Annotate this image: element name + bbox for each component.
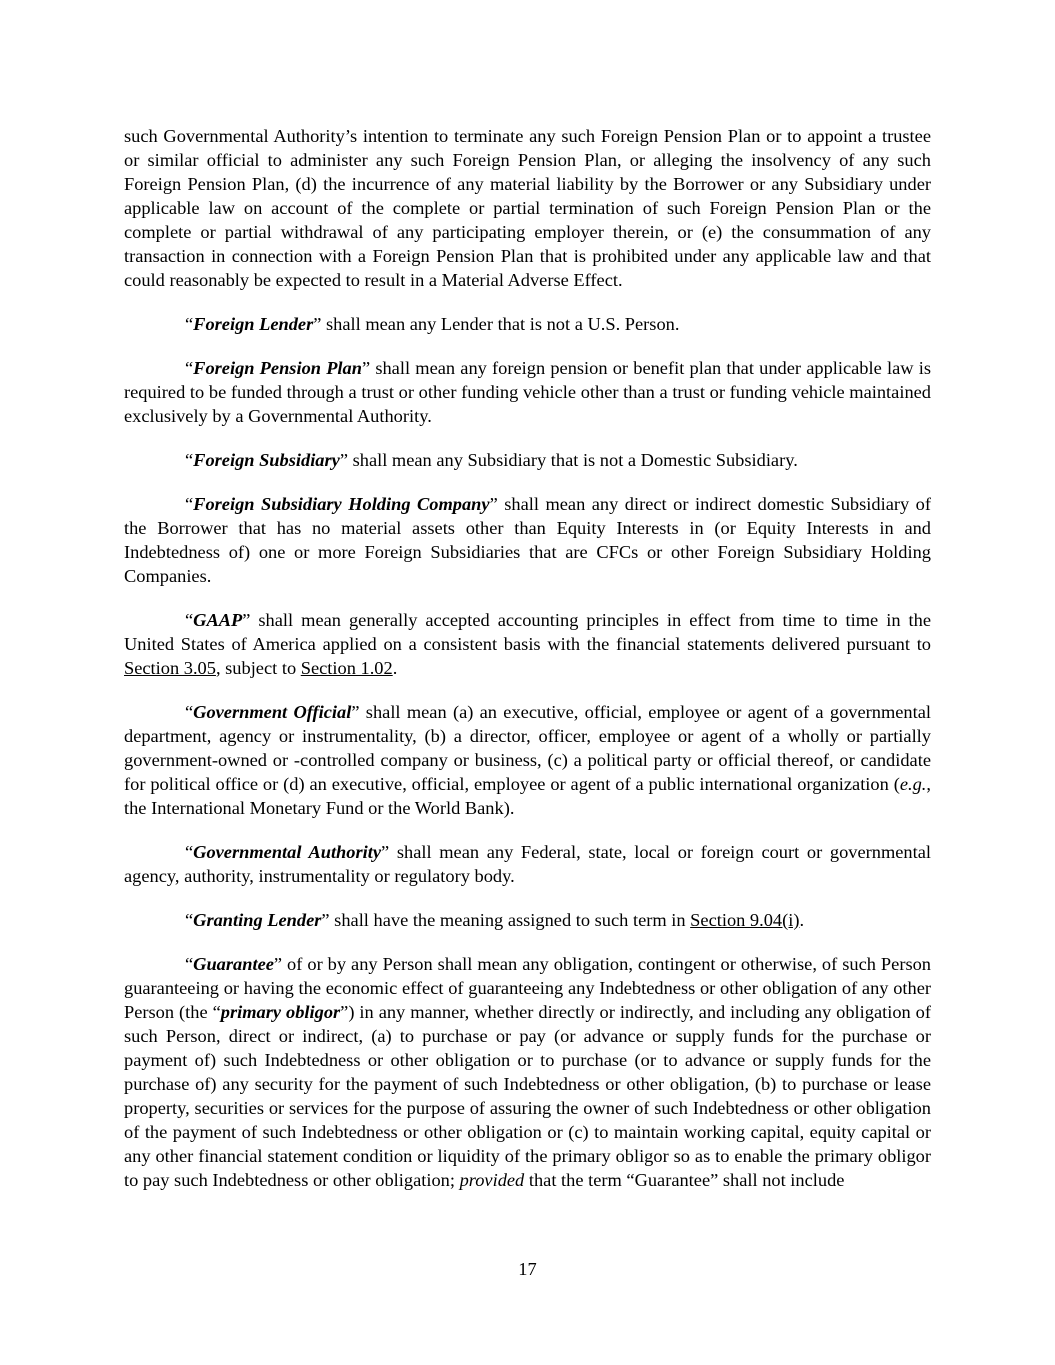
section-1-02-link[interactable]: Section 1.02 (300, 658, 393, 678)
definition-text: , the International Monetary Fund or the World Bank). (124, 774, 931, 818)
defined-term: Governmental Authority (193, 842, 382, 862)
definition-text: that the term “Guarantee” shall not include (524, 1170, 845, 1190)
definition-text: , subject to (215, 658, 301, 678)
definition-text: ” shall mean any foreign pension or benefit plan that under applicable law is required to be funded through a trust or other funding vehicle other than a trust or funding vehicle maintained exclusively by a Governmental Authority. (124, 358, 931, 426)
definition-text: ” shall mean generally accepted accounting principles in effect from time to time in the United States of America applied on a consistent basis with the financial statements delivered pursuant to (124, 610, 931, 654)
section-9-04-i-link[interactable]: Section 9.04(i) (690, 910, 800, 930)
defined-term: Foreign Pension Plan (193, 358, 362, 378)
inner-defined-term: primary obligor (220, 1002, 341, 1022)
eg-abbreviation: e.g. (899, 774, 927, 794)
definition-text: ” of or by any Person shall mean any obligation, contingent or otherwise, of such Person guaranteeing or having the economic effect of guaranteeing any Indebtedness or other obligation of any other Person (the “ (124, 954, 931, 1022)
definition-gaap: “GAAP” shall mean generally accepted accounting principles in effect from time to time in the United States of America applied on a consistent basis with the financial statements delivered pursuant to Section 3.05, subject to Section 1.02. (124, 610, 931, 678)
definition-text: ” shall mean any Subsidiary that is not a Domestic Subsidiary. (339, 450, 798, 470)
defined-term: GAAP (193, 610, 243, 630)
page-number: 17 (518, 1259, 537, 1279)
definition-foreign-subsidiary-holding-company: “Foreign Subsidiary Holding Company” shall mean any direct or indirect domestic Subsidiary of the Borrower that has no material assets other than Equity Interests in (or Equity Interests in and Indebtedness of) one or more Foreign Subsidiaries that are CFCs or other Foreign Subsidiary Holding Companies. (124, 494, 931, 586)
definition-text: ” shall mean any Lender that is not a U.S. Person. (313, 314, 680, 334)
definition-text: ” shall mean any Federal, state, local or foreign court or governmental agency, authority, instrumentality or regulatory body. (124, 842, 931, 886)
definition-granting-lender: “Granting Lender” shall have the meaning assigned to such term in Section 9.04(i). (185, 910, 805, 930)
provided-word: provided (459, 1170, 525, 1190)
document-page (124, 124, 931, 1212)
definition-text: . (799, 910, 805, 930)
defined-term: Foreign Subsidiary (193, 450, 340, 470)
defined-term: Government Official (193, 702, 352, 722)
definition-foreign-pension-plan: “Foreign Pension Plan” shall mean any foreign pension or benefit plan that under applicable law is required to be funded through a trust or other funding vehicle other than a trust or funding vehicle maintained exclusively by a Governmental Authority. (124, 358, 931, 426)
definition-governmental-authority: “Governmental Authority” shall mean any Federal, state, local or foreign court or governmental agency, authority, instrumentality or regulatory body. (124, 842, 931, 886)
defined-term: Foreign Lender (193, 314, 314, 334)
continuation-paragraph (124, 124, 931, 292)
defined-term: Foreign Subsidiary Holding Company (193, 494, 490, 514)
defined-term: Guarantee (193, 954, 274, 974)
definition-text: ” shall mean (a) an executive, official, employee or agent of a governmental department, agency or instrumentality, (b) a director, officer, employee or agent of a wholly or partially government-owned or -controlled company or business, (c) a political party or official thereof, or candidate for political office or (d) an executive, official, employee or agent of a public international organization ( (124, 702, 931, 794)
continuation-text: such Governmental Authority’s intention to terminate any such Foreign Pension Plan or to appoint a trustee or similar official to administer any such Foreign Pension Plan, or alleging the insolvency of any such Foreign Pension Plan, (d) the incurrence of any material liability by the Borrower or any Subsidiary under applicable law on account of the complete or partial termination of such Foreign Pension Plan or the complete or partial withdrawal of any participating employer therein, or (e) the consummation of any transaction in connection with a Foreign Pension Plan that is prohibited under any applicable law and that could reasonably be expected to result in a Material Adverse Effect. (124, 126, 931, 290)
definition-foreign-lender: “Foreign Lender” shall mean any Lender that is not a U.S. Person. (185, 314, 680, 334)
definition-text: ”) in any manner, whether directly or indirectly, and including any obligation of such Person, direct or indirect, (a) to purchase or pay (or advance or supply funds for the purchase or payment of) such Indebtedness or other obligation or to purchase (or to advance or supply funds for the purchase of) any security for the payment of such Indebtedness or other obligation, (b) to purchase or lease property, securities or services for the purpose of assuring the owner of such Indebtedness or other obligation of the payment of such Indebtedness or other obligation or (c) to maintain working capital, equity capital or any other financial statement condition or liquidity of the primary obligor so as to enable the primary obligor to pay such Indebtedness or other obligation; (124, 1002, 931, 1190)
definition-government-official: “Government Official” shall mean (a) an executive, official, employee or agent of a governmental department, agency or instrumentality, (b) a director, officer, employee or agent of a wholly or partially government-owned or -controlled company or business, (c) a political party or official thereof, or candidate for political office or (d) an executive, official, employee or agent of a public international organization (e.g., the International Monetary Fund or the World Bank). (124, 702, 931, 818)
definition-guarantee: “Guarantee” of or by any Person shall mean any obligation, contingent or otherwise, of such Person guaranteeing or having the economic effect of guaranteeing any Indebtedness or other obligation of any other Person (the “primary obligor”) in any manner, whether directly or indirectly, and including any obligation of such Person, direct or indirect, (a) to purchase or pay (or advance or supply funds for the purchase or payment of) such Indebtedness or other obligation or to purchase (or to advance or supply funds for the purchase of) any security for the payment of such Indebtedness or other obligation, (b) to purchase or lease property, securities or services for the purpose of assuring the owner of such Indebtedness or other obligation of the payment of such Indebtedness or other obligation or (c) to maintain working capital, equity capital or any other financial statement condition or liquidity of the primary obligor so as to enable the primary obligor to pay such Indebtedness or other obligation; provided that the term “Guarantee” shall not include (124, 954, 931, 1190)
definition-text: ” shall have the meaning assigned to such term in (321, 910, 691, 930)
section-3-05-link[interactable]: Section 3.05 (124, 658, 216, 678)
defined-term: Granting Lender (193, 910, 322, 930)
definition-text: ” shall mean any direct or indirect domestic Subsidiary of the Borrower that has no material assets other than Equity Interests in (or Equity Interests in and Indebtedness of) one or more Foreign Subsidiaries that are CFCs or other Foreign Subsidiary Holding Companies. (124, 494, 931, 586)
definition-foreign-subsidiary: “Foreign Subsidiary” shall mean any Subsidiary that is not a Domestic Subsidiary. (185, 450, 798, 470)
definition-text: . (392, 658, 398, 678)
